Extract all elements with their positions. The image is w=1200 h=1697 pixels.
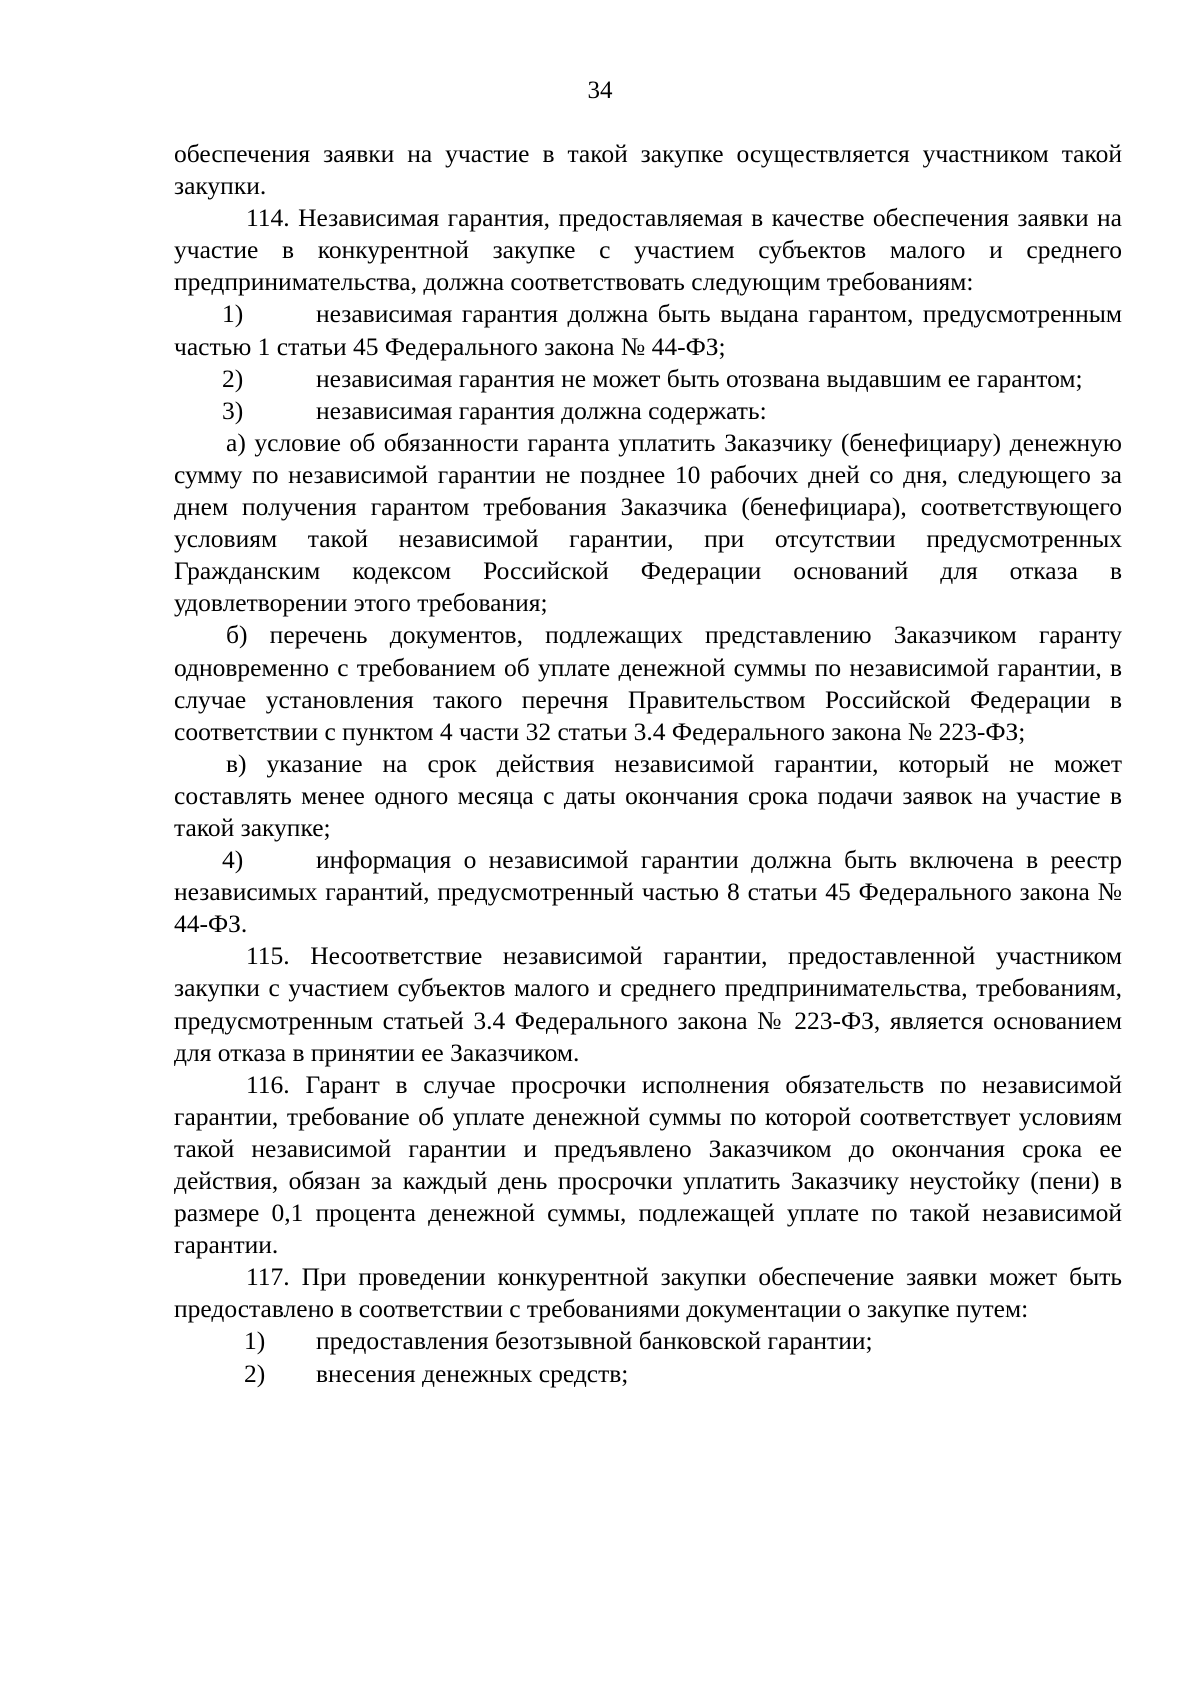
list-item-number: 4) [222,845,244,875]
list-item-text: внесения денежных средств; [316,1358,629,1388]
list-item-number: 1) [222,299,244,329]
list-item-text: независимая гарантия не может быть отозвана выдавшим ее гарантом; [316,363,1083,393]
list-item-4 [174,844,1122,940]
paragraph-114: 114. Независимая гарантия, предоставляемая в качестве обеспечения заявки на участие в конкурентной закупке с участием субъектов малого и среднего предпринимательства, должна соответствовать следующим требованиям: [174,203,1122,297]
paragraph-117: 117. При проведении конкурентной закупки обеспечение заявки может быть предоставлено в соответствии с требованиями документации о закупке путем: [174,1262,1122,1324]
subitem-b: б) перечень документов, подлежащих представлению Заказчиком гаранту одновременно с требованием об уплате денежной суммы по независимой гарантии, в случае установления такого перечня Правительством Российской Федерации в соответствии с пунктом 4 части 32 статьи 3.4 Федерального закона № 223-ФЗ; [174,620,1122,746]
list-item-number: 2) [244,1358,266,1388]
list-item-117-2 [174,1358,1122,1390]
paragraph-continuation: обеспечения заявки на участие в такой закупке осуществляется участником такой закупки. [174,139,1122,201]
document-body [174,138,1122,1390]
subitem-v: в) указание на срок действия независимой гарантии, который не может составлять менее одного месяца с даты окончания срока подачи заявок на участие в такой закупке; [174,748,1122,842]
list-item-number: 1) [244,1326,266,1356]
list-item-1 [174,298,1122,362]
list-item-text: информация о независимой гарантии должна быть включена в реестр независимых гарантий, предусмотренный частью 8 статьи 45 Федерального закона № 44-ФЗ. [174,845,1122,939]
list-item-text: независимая гарантия должна быть выдана гарантом, предусмотренным частью 1 статьи 45 Федерального закона № 44-ФЗ; [174,299,1122,361]
list-item-text: предоставления безотзывной банковской гарантии; [316,1326,873,1356]
paragraph-115: 115. Несоответствие независимой гарантии, предоставленной участником закупки с участием субъектов малого и среднего предпринимательства, требованиям, предусмотренным статьей 3.4 Федерального закона № 223-ФЗ, является основанием для отказа в принятии ее Заказчиком. [174,941,1122,1067]
paragraph-116: 116. Гарант в случае просрочки исполнения обязательств по независимой гарантии, требование об уплате денежной суммы по которой соответствует условиям такой независимой гарантии и предъявлено Заказчиком до окончания срока ее действия, обязан за каждый день просрочки уплатить Заказчику неустойку (пени) в размере 0,1 процента денежной суммы, подлежащей уплате по такой независимой гарантии. [174,1069,1122,1260]
page-number: 34 [587,77,613,104]
list-item-number: 3) [222,395,244,425]
list-item-117-1 [174,1325,1122,1357]
subitem-a: а) условие об обязанности гаранта уплатить Заказчику (бенефициару) денежную сумму по независимой гарантии не позднее 10 рабочих дней со дня, следующего за днем получения гарантом требования Заказчика (бенефициара), соответствующего условиям такой независимой гарантии, при отсутствии предусмотренных Гражданским кодексом Российской Федерации оснований для отказа в удовлетворении этого требования; [174,427,1122,618]
list-item-2 [174,363,1122,395]
list-item-number: 2) [222,363,244,393]
list-item-3 [174,395,1122,427]
list-item-text: независимая гарантия должна содержать: [316,395,767,425]
